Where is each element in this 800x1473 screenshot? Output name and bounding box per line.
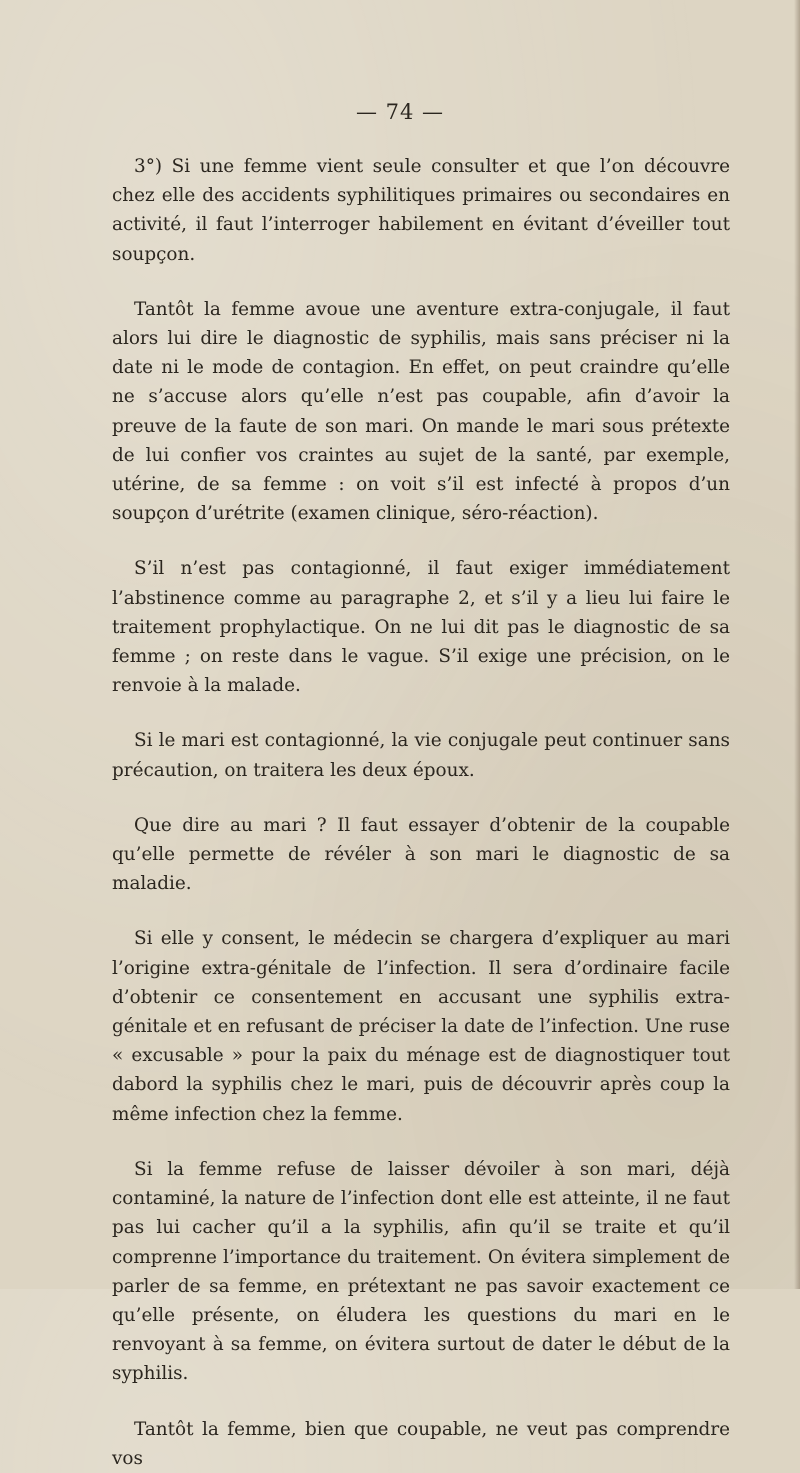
page-edge-shadow xyxy=(794,0,800,1289)
paragraph-what-to-say: Que dire au mari ? Il faut essayer d’obtenir de la coupable qu’elle permette de révéler à son mari le diagnostic de sa maladie. xyxy=(112,814,730,895)
paragraph-refusal: Si la femme refuse de laisser dévoiler à son mari, déjà contaminé, la nature de l’infection dont elle est atteinte, il ne faut pas lui cacher qu’il a la syphilis, afin qu’il se traite et qu’il comprenne l’importance du traitement. On évitera simplement de parler de sa femme, en prétextant ne pas savoir exactement ce qu’elle présente, on éludera les questions du mari en le renvoyant à sa femme, on évitera surtout de dater le début de la syphilis. xyxy=(112,1158,730,1385)
paragraph-continuation: Tantôt la femme, bien que coupable, ne veut pas comprendre vos xyxy=(112,1418,730,1469)
paragraph-avowal: Tantôt la femme avoue une aventure extra-conjugale, il faut alors lui dire le diagnostic de syphilis, mais sans préciser ni la date ni le mode de contagion. En effet, on peut craindre qu’elle ne s’accuse alors qu’elle n’est pas coupable, afin d’avoir la preuve de la faute de son mari. On mande le mari sous prétexte de lui confier vos craintes au sujet de la santé, par exemple, utérine, de sa femme : on voit s’il est infecté à propos d’un soupçon d’urétrite (examen clinique, séro-réaction). xyxy=(112,298,730,525)
paragraph-not-contagious: S’il n’est pas contagionné, il faut exiger immédiatement l’abstinence comme au paragraphe 2, et s’il y a lieu lui faire le traitement prophylactique. On ne lui dit pas le diagnostic de sa femme ; on reste dans le vague. S’il exige une précision, on le renvoie à la malade. xyxy=(112,558,730,697)
body-text xyxy=(112,152,730,1473)
page-number: — 74 — xyxy=(355,100,445,124)
paragraph-contagious: Si le mari est contagionné, la vie conjugale peut continuer sans précaution, on traitera les deux époux. xyxy=(112,730,730,781)
paragraph-3-intro: 3°) Si une femme vient seule consulter et que l’on découvre chez elle des accidents syphilitiques primaires ou secondaires en activité, il faut l’interroger habilement en évitant d’éveiller tout soupçon. xyxy=(112,156,730,265)
paragraph-consent: Si elle y consent, le médecin se chargera d’expliquer au mari l’origine extra-génitale de l’infection. Il sera d’ordinaire facile d’obtenir ce consentement en accusant une syphilis extra-génitale et en refusant de préciser la date de l’infection. Une ruse « excusable » pour la paix du ménage est de diagnostiquer tout dabord la syphilis chez le mari, puis de découvrir après coup la même infection chez la femme. xyxy=(112,928,730,1125)
